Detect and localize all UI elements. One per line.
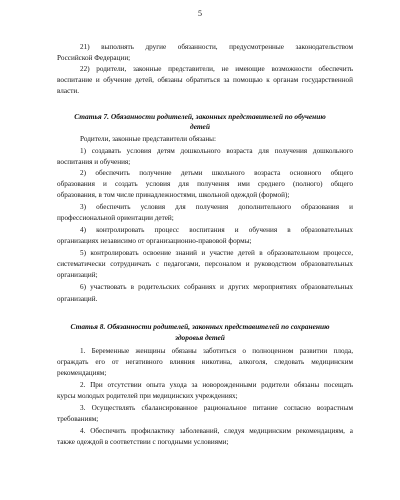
text-line: 5) контролировать освоение знаний и участие детей в образовательном процессе, — [80, 249, 353, 257]
text-line: 6) участвовать в родительских собраниях и других мероприятиях образовательных — [80, 283, 353, 291]
text-line: требованиям; — [57, 415, 99, 423]
text-line: 4) контролировать процесс воспитания и обучения в образовательных — [80, 226, 353, 234]
text-line: 4. Обеспечить профилактику заболеваний, следуя медицинским рекомендациям, а — [80, 427, 353, 435]
article-8-heading: Статья 8. Обязанности родителей, законных представителей по сохранению — [70, 322, 330, 331]
text-line: власти. — [57, 87, 80, 95]
text-line: воспитание и обучение детей, обязаны обратиться за помощью к органам государственной — [57, 76, 353, 84]
text-line: организациях независимо от организационно-правовой формы; — [57, 237, 252, 245]
text-line: 1) создавать условия детям дошкольного возраста для получения дошкольного — [80, 147, 353, 155]
page-number: 5 — [198, 9, 202, 18]
article-8-heading-cont: здоровья детей — [175, 333, 225, 342]
text-line: образования и создать условия для получения ими среднего (полного) общего — [57, 180, 353, 188]
text-line: образования, в том числе принадлежностями, школьной одеждой (формой); — [57, 191, 290, 199]
text-line: систематически сотрудничать с педагогами, персоналом и руководством образовательных — [57, 260, 353, 268]
article-7-heading: Статья 7. Обязанности родителей, законных представителей по обучению — [74, 112, 326, 121]
text-line: 2) обеспечить получение детьми школьного возраста основного общего — [80, 169, 353, 177]
text-line: 1. Беременные женщины обязаны заботиться о полноценном развитии плода, — [80, 347, 353, 355]
text-line: 21) выполнять другие обязанности, предусмотренные законодательством — [80, 43, 353, 51]
text-line: 2. При отсутствии опыта ухода за новорожденными родители обязаны посещать — [80, 381, 353, 389]
text-line: Родители, законные представители обязаны: — [80, 135, 217, 143]
text-line: организаций. — [57, 295, 98, 303]
article-7-heading-cont: детей — [190, 122, 210, 131]
text-line: Российской Федерации; — [57, 54, 131, 62]
text-line: воспитания и обучения; — [57, 158, 131, 166]
text-line: 3) обеспечить условия для получения дополнительного образования и — [80, 203, 353, 211]
text-line: также одеждой в соответствии с погодными условиями; — [57, 438, 229, 446]
text-line: ограждать его от негативного влияния никотина, алкоголя, следовать медицинским — [57, 358, 353, 366]
text-line: профессиональной ориентации детей; — [57, 214, 174, 222]
text-line: курсы молодых родителей при медицинских учреждениях; — [57, 392, 238, 400]
text-line: рекомендациям; — [57, 369, 107, 377]
text-line: организаций; — [57, 271, 98, 279]
text-line: 3. Осуществлять сбалансированное рациональное питание согласно возрастным — [80, 404, 353, 412]
text-line: 22) родители, законные представители, не имеющие возможности обеспечить — [80, 65, 353, 73]
